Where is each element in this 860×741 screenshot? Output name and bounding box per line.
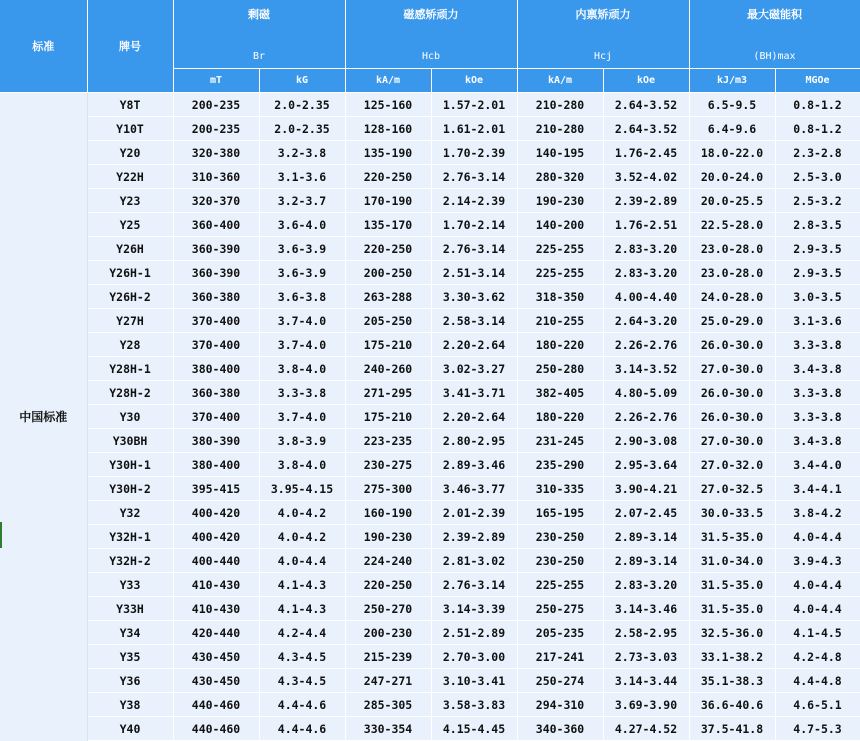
value-cell: 2.8-3.5 xyxy=(775,213,860,237)
value-cell: 2.26-2.76 xyxy=(603,405,689,429)
grade-cell: Y35 xyxy=(87,645,173,669)
value-cell: 420-440 xyxy=(173,621,259,645)
value-cell: 3.2-3.7 xyxy=(259,189,345,213)
value-cell: 380-400 xyxy=(173,357,259,381)
value-cell: 4.0-4.4 xyxy=(259,549,345,573)
value-cell: 6.4-9.6 xyxy=(689,117,775,141)
value-cell: 2.83-3.20 xyxy=(603,237,689,261)
header-group-title: 最大磁能积 xyxy=(747,8,802,21)
value-cell: 3.69-3.90 xyxy=(603,693,689,717)
value-cell: 3.7-4.0 xyxy=(259,333,345,357)
value-cell: 3.6-3.9 xyxy=(259,261,345,285)
value-cell: 2.5-3.0 xyxy=(775,165,860,189)
header-group-symbol: Hcj xyxy=(593,51,613,62)
value-cell: 3.8-4.0 xyxy=(259,357,345,381)
value-cell: 3.7-4.0 xyxy=(259,405,345,429)
header-group-title: 剩磁 xyxy=(248,8,270,21)
value-cell: 4.3-4.5 xyxy=(259,645,345,669)
value-cell: 370-400 xyxy=(173,405,259,429)
value-cell: 2.76-3.14 xyxy=(431,237,517,261)
value-cell: 250-274 xyxy=(517,669,603,693)
value-cell: 400-440 xyxy=(173,549,259,573)
header-group-title: 磁感矫顽力 xyxy=(403,8,459,21)
value-cell: 36.6-40.6 xyxy=(689,693,775,717)
grade-cell: Y26H-2 xyxy=(87,285,173,309)
value-cell: 30.0-33.5 xyxy=(689,501,775,525)
value-cell: 271-295 xyxy=(345,381,431,405)
grade-cell: Y32 xyxy=(87,501,173,525)
table-row xyxy=(0,477,860,501)
value-cell: 3.14-3.46 xyxy=(603,597,689,621)
value-cell: 26.0-30.0 xyxy=(689,381,775,405)
value-cell: 31.5-35.0 xyxy=(689,525,775,549)
value-cell: 20.0-24.0 xyxy=(689,165,775,189)
value-cell: 4.0-4.4 xyxy=(775,597,860,621)
value-cell: 360-380 xyxy=(173,285,259,309)
table-row xyxy=(0,333,860,357)
table-row xyxy=(0,285,860,309)
table-row xyxy=(0,597,860,621)
value-cell: 223-235 xyxy=(345,429,431,453)
grade-cell: Y22H xyxy=(87,165,173,189)
value-cell: 225-255 xyxy=(517,573,603,597)
value-cell: 3.95-4.15 xyxy=(259,477,345,501)
value-cell: 4.27-4.52 xyxy=(603,717,689,741)
value-cell: 128-160 xyxy=(345,117,431,141)
table-body xyxy=(0,93,860,741)
value-cell: 2.83-3.20 xyxy=(603,261,689,285)
value-cell: 210-280 xyxy=(517,93,603,117)
header-unit: kG xyxy=(259,69,345,93)
table-header xyxy=(0,0,860,93)
grade-cell: Y32H-2 xyxy=(87,549,173,573)
header-unit: mT xyxy=(173,69,259,93)
value-cell: 0.8-1.2 xyxy=(775,117,860,141)
value-cell: 180-220 xyxy=(517,333,603,357)
value-cell: 4.2-4.4 xyxy=(259,621,345,645)
value-cell: 1.61-2.01 xyxy=(431,117,517,141)
value-cell: 2.20-2.64 xyxy=(431,405,517,429)
value-cell: 3.4-3.8 xyxy=(775,357,860,381)
grade-cell: Y38 xyxy=(87,693,173,717)
value-cell: 370-400 xyxy=(173,309,259,333)
value-cell: 32.5-36.0 xyxy=(689,621,775,645)
value-cell: 3.90-4.21 xyxy=(603,477,689,501)
value-cell: 318-350 xyxy=(517,285,603,309)
value-cell: 440-460 xyxy=(173,693,259,717)
value-cell: 2.73-3.03 xyxy=(603,645,689,669)
value-cell: 31.5-35.0 xyxy=(689,597,775,621)
value-cell: 125-160 xyxy=(345,93,431,117)
value-cell: 3.3-3.8 xyxy=(259,381,345,405)
value-cell: 27.0-30.0 xyxy=(689,429,775,453)
grade-cell: Y34 xyxy=(87,621,173,645)
value-cell: 280-320 xyxy=(517,165,603,189)
value-cell: 3.10-3.41 xyxy=(431,669,517,693)
value-cell: 23.0-28.0 xyxy=(689,261,775,285)
value-cell: 220-250 xyxy=(345,573,431,597)
table-row xyxy=(0,357,860,381)
value-cell: 2.01-2.39 xyxy=(431,501,517,525)
value-cell: 2.95-3.64 xyxy=(603,453,689,477)
value-cell: 3.8-4.2 xyxy=(775,501,860,525)
value-cell: 2.14-2.39 xyxy=(431,189,517,213)
table-row xyxy=(0,261,860,285)
value-cell: 3.6-4.0 xyxy=(259,213,345,237)
value-cell: 3.1-3.6 xyxy=(775,309,860,333)
value-cell: 27.0-30.0 xyxy=(689,357,775,381)
grade-cell: Y26H-1 xyxy=(87,261,173,285)
value-cell: 3.14-3.52 xyxy=(603,357,689,381)
table-row xyxy=(0,453,860,477)
value-cell: 160-190 xyxy=(345,501,431,525)
value-cell: 360-400 xyxy=(173,213,259,237)
table-row xyxy=(0,405,860,429)
header-standard: 标准 xyxy=(0,0,87,93)
value-cell: 25.0-29.0 xyxy=(689,309,775,333)
value-cell: 230-250 xyxy=(517,525,603,549)
value-cell: 3.58-3.83 xyxy=(431,693,517,717)
value-cell: 380-400 xyxy=(173,453,259,477)
value-cell: 2.64-3.52 xyxy=(603,117,689,141)
value-cell: 200-235 xyxy=(173,93,259,117)
value-cell: 2.58-3.14 xyxy=(431,309,517,333)
grade-cell: Y23 xyxy=(87,189,173,213)
grade-cell: Y10T xyxy=(87,117,173,141)
value-cell: 3.9-4.3 xyxy=(775,549,860,573)
value-cell: 4.00-4.40 xyxy=(603,285,689,309)
header-group-symbol: (BH)max xyxy=(753,51,796,62)
value-cell: 395-415 xyxy=(173,477,259,501)
value-cell: 340-360 xyxy=(517,717,603,741)
value-cell: 2.76-3.14 xyxy=(431,165,517,189)
value-cell: 1.70-2.14 xyxy=(431,213,517,237)
value-cell: 247-271 xyxy=(345,669,431,693)
value-cell: 31.0-34.0 xyxy=(689,549,775,573)
value-cell: 200-235 xyxy=(173,117,259,141)
table-row xyxy=(0,189,860,213)
value-cell: 165-195 xyxy=(517,501,603,525)
grade-cell: Y28H-2 xyxy=(87,381,173,405)
grade-cell: Y26H xyxy=(87,237,173,261)
table-row xyxy=(0,165,860,189)
value-cell: 31.5-35.0 xyxy=(689,573,775,597)
grade-cell: Y28 xyxy=(87,333,173,357)
grade-cell: Y32H-1 xyxy=(87,525,173,549)
value-cell: 4.7-5.3 xyxy=(775,717,860,741)
table-row xyxy=(0,117,860,141)
value-cell: 135-170 xyxy=(345,213,431,237)
value-cell: 4.0-4.2 xyxy=(259,525,345,549)
edge-marker xyxy=(0,522,2,548)
value-cell: 1.70-2.39 xyxy=(431,141,517,165)
value-cell: 410-430 xyxy=(173,597,259,621)
header-unit: kA/m xyxy=(517,69,603,93)
value-cell: 3.46-3.77 xyxy=(431,477,517,501)
value-cell: 400-420 xyxy=(173,501,259,525)
header-group-coercivity xyxy=(345,0,517,69)
value-cell: 320-370 xyxy=(173,189,259,213)
value-cell: 2.58-2.95 xyxy=(603,621,689,645)
value-cell: 310-335 xyxy=(517,477,603,501)
value-cell: 4.15-4.45 xyxy=(431,717,517,741)
value-cell: 2.39-2.89 xyxy=(431,525,517,549)
value-cell: 4.4-4.8 xyxy=(775,669,860,693)
table-row xyxy=(0,525,860,549)
value-cell: 1.57-2.01 xyxy=(431,93,517,117)
value-cell: 26.0-30.0 xyxy=(689,333,775,357)
header-group-intrinsic-coercivity xyxy=(517,0,689,69)
grade-cell: Y27H xyxy=(87,309,173,333)
value-cell: 200-230 xyxy=(345,621,431,645)
value-cell: 3.3-3.8 xyxy=(775,381,860,405)
grade-cell: Y30 xyxy=(87,405,173,429)
value-cell: 2.9-3.5 xyxy=(775,261,860,285)
value-cell: 4.4-4.6 xyxy=(259,693,345,717)
value-cell: 33.1-38.2 xyxy=(689,645,775,669)
value-cell: 2.70-3.00 xyxy=(431,645,517,669)
table-row xyxy=(0,693,860,717)
value-cell: 3.4-4.0 xyxy=(775,453,860,477)
value-cell: 4.80-5.09 xyxy=(603,381,689,405)
value-cell: 3.6-3.9 xyxy=(259,237,345,261)
value-cell: 175-210 xyxy=(345,405,431,429)
header-unit: kOe xyxy=(431,69,517,93)
value-cell: 225-255 xyxy=(517,237,603,261)
value-cell: 35.1-38.3 xyxy=(689,669,775,693)
value-cell: 175-210 xyxy=(345,333,431,357)
table-row xyxy=(0,717,860,741)
standard-cell: 中国标准 xyxy=(0,93,87,741)
header-group-symbol: Hcb xyxy=(421,51,441,62)
value-cell: 20.0-25.5 xyxy=(689,189,775,213)
value-cell: 2.20-2.64 xyxy=(431,333,517,357)
value-cell: 2.64-3.52 xyxy=(603,93,689,117)
value-cell: 4.2-4.8 xyxy=(775,645,860,669)
value-cell: 3.02-3.27 xyxy=(431,357,517,381)
value-cell: 4.0-4.4 xyxy=(775,525,860,549)
value-cell: 3.4-3.8 xyxy=(775,429,860,453)
value-cell: 190-230 xyxy=(517,189,603,213)
table-row xyxy=(0,645,860,669)
value-cell: 225-255 xyxy=(517,261,603,285)
value-cell: 3.8-3.9 xyxy=(259,429,345,453)
value-cell: 2.89-3.14 xyxy=(603,525,689,549)
header-grade: 牌号 xyxy=(87,0,173,93)
value-cell: 430-450 xyxy=(173,645,259,669)
value-cell: 2.0-2.35 xyxy=(259,117,345,141)
value-cell: 2.51-3.14 xyxy=(431,261,517,285)
value-cell: 3.14-3.44 xyxy=(603,669,689,693)
value-cell: 230-275 xyxy=(345,453,431,477)
value-cell: 3.52-4.02 xyxy=(603,165,689,189)
value-cell: 217-241 xyxy=(517,645,603,669)
table-row xyxy=(0,549,860,573)
header-unit: kJ/m3 xyxy=(689,69,775,93)
grade-cell: Y30H-2 xyxy=(87,477,173,501)
value-cell: 2.80-2.95 xyxy=(431,429,517,453)
value-cell: 140-195 xyxy=(517,141,603,165)
value-cell: 140-200 xyxy=(517,213,603,237)
value-cell: 224-240 xyxy=(345,549,431,573)
value-cell: 205-250 xyxy=(345,309,431,333)
header-group-max-energy-product xyxy=(689,0,860,69)
value-cell: 310-360 xyxy=(173,165,259,189)
value-cell: 6.5-9.5 xyxy=(689,93,775,117)
header-unit: kOe xyxy=(603,69,689,93)
table-row xyxy=(0,93,860,117)
value-cell: 410-430 xyxy=(173,573,259,597)
value-cell: 250-270 xyxy=(345,597,431,621)
value-cell: 2.89-3.46 xyxy=(431,453,517,477)
value-cell: 170-190 xyxy=(345,189,431,213)
value-cell: 3.1-3.6 xyxy=(259,165,345,189)
table-row xyxy=(0,573,860,597)
value-cell: 240-260 xyxy=(345,357,431,381)
value-cell: 382-405 xyxy=(517,381,603,405)
table-row xyxy=(0,213,860,237)
value-cell: 4.3-4.5 xyxy=(259,669,345,693)
value-cell: 3.7-4.0 xyxy=(259,309,345,333)
value-cell: 180-220 xyxy=(517,405,603,429)
table-row xyxy=(0,309,860,333)
value-cell: 135-190 xyxy=(345,141,431,165)
value-cell: 3.30-3.62 xyxy=(431,285,517,309)
value-cell: 4.4-4.6 xyxy=(259,717,345,741)
value-cell: 3.2-3.8 xyxy=(259,141,345,165)
value-cell: 3.8-4.0 xyxy=(259,453,345,477)
value-cell: 4.0-4.2 xyxy=(259,501,345,525)
grade-cell: Y25 xyxy=(87,213,173,237)
value-cell: 2.5-3.2 xyxy=(775,189,860,213)
value-cell: 294-310 xyxy=(517,693,603,717)
value-cell: 210-280 xyxy=(517,117,603,141)
table-row xyxy=(0,429,860,453)
value-cell: 330-354 xyxy=(345,717,431,741)
grade-cell: Y20 xyxy=(87,141,173,165)
value-cell: 263-288 xyxy=(345,285,431,309)
value-cell: 24.0-28.0 xyxy=(689,285,775,309)
value-cell: 220-250 xyxy=(345,237,431,261)
header-group-remanence xyxy=(173,0,345,69)
value-cell: 215-239 xyxy=(345,645,431,669)
value-cell: 3.3-3.8 xyxy=(775,405,860,429)
value-cell: 27.0-32.0 xyxy=(689,453,775,477)
value-cell: 400-420 xyxy=(173,525,259,549)
value-cell: 360-380 xyxy=(173,381,259,405)
value-cell: 22.5-28.0 xyxy=(689,213,775,237)
grade-cell: Y33H xyxy=(87,597,173,621)
value-cell: 275-300 xyxy=(345,477,431,501)
value-cell: 2.26-2.76 xyxy=(603,333,689,357)
value-cell: 370-400 xyxy=(173,333,259,357)
value-cell: 2.90-3.08 xyxy=(603,429,689,453)
value-cell: 235-290 xyxy=(517,453,603,477)
value-cell: 37.5-41.8 xyxy=(689,717,775,741)
value-cell: 4.6-5.1 xyxy=(775,693,860,717)
value-cell: 2.39-2.89 xyxy=(603,189,689,213)
value-cell: 3.4-4.1 xyxy=(775,477,860,501)
value-cell: 4.0-4.4 xyxy=(775,573,860,597)
value-cell: 3.0-3.5 xyxy=(775,285,860,309)
grade-cell: Y8T xyxy=(87,93,173,117)
grade-cell: Y33 xyxy=(87,573,173,597)
grade-cell: Y40 xyxy=(87,717,173,741)
value-cell: 18.0-22.0 xyxy=(689,141,775,165)
value-cell: 4.1-4.3 xyxy=(259,573,345,597)
value-cell: 3.14-3.39 xyxy=(431,597,517,621)
value-cell: 2.9-3.5 xyxy=(775,237,860,261)
value-cell: 230-250 xyxy=(517,549,603,573)
value-cell: 231-245 xyxy=(517,429,603,453)
value-cell: 4.1-4.5 xyxy=(775,621,860,645)
value-cell: 2.51-2.89 xyxy=(431,621,517,645)
grade-cell: Y30H-1 xyxy=(87,453,173,477)
value-cell: 0.8-1.2 xyxy=(775,93,860,117)
value-cell: 210-255 xyxy=(517,309,603,333)
value-cell: 190-230 xyxy=(345,525,431,549)
value-cell: 430-450 xyxy=(173,669,259,693)
value-cell: 2.76-3.14 xyxy=(431,573,517,597)
grade-cell: Y28H-1 xyxy=(87,357,173,381)
value-cell: 2.83-3.20 xyxy=(603,573,689,597)
value-cell: 2.3-2.8 xyxy=(775,141,860,165)
value-cell: 2.64-3.20 xyxy=(603,309,689,333)
value-cell: 380-390 xyxy=(173,429,259,453)
value-cell: 205-235 xyxy=(517,621,603,645)
value-cell: 2.89-3.14 xyxy=(603,549,689,573)
table-row xyxy=(0,621,860,645)
value-cell: 200-250 xyxy=(345,261,431,285)
grade-cell: Y30BH xyxy=(87,429,173,453)
value-cell: 3.41-3.71 xyxy=(431,381,517,405)
value-cell: 26.0-30.0 xyxy=(689,405,775,429)
value-cell: 3.3-3.8 xyxy=(775,333,860,357)
value-cell: 360-390 xyxy=(173,237,259,261)
value-cell: 320-380 xyxy=(173,141,259,165)
value-cell: 2.0-2.35 xyxy=(259,93,345,117)
value-cell: 3.6-3.8 xyxy=(259,285,345,309)
value-cell: 1.76-2.51 xyxy=(603,213,689,237)
value-cell: 440-460 xyxy=(173,717,259,741)
header-unit: kA/m xyxy=(345,69,431,93)
value-cell: 23.0-28.0 xyxy=(689,237,775,261)
header-group-title: 内禀矫顽力 xyxy=(575,8,631,21)
value-cell: 4.1-4.3 xyxy=(259,597,345,621)
value-cell: 250-280 xyxy=(517,357,603,381)
grade-cell: Y36 xyxy=(87,669,173,693)
table-row xyxy=(0,381,860,405)
value-cell: 1.76-2.45 xyxy=(603,141,689,165)
table-row xyxy=(0,669,860,693)
value-cell: 250-275 xyxy=(517,597,603,621)
table-row xyxy=(0,237,860,261)
header-group-symbol: Br xyxy=(252,51,266,62)
value-cell: 360-390 xyxy=(173,261,259,285)
value-cell: 285-305 xyxy=(345,693,431,717)
table-row xyxy=(0,141,860,165)
value-cell: 2.07-2.45 xyxy=(603,501,689,525)
header-unit: MGOe xyxy=(775,69,860,93)
value-cell: 2.81-3.02 xyxy=(431,549,517,573)
value-cell: 27.0-32.5 xyxy=(689,477,775,501)
value-cell: 220-250 xyxy=(345,165,431,189)
table-row xyxy=(0,501,860,525)
